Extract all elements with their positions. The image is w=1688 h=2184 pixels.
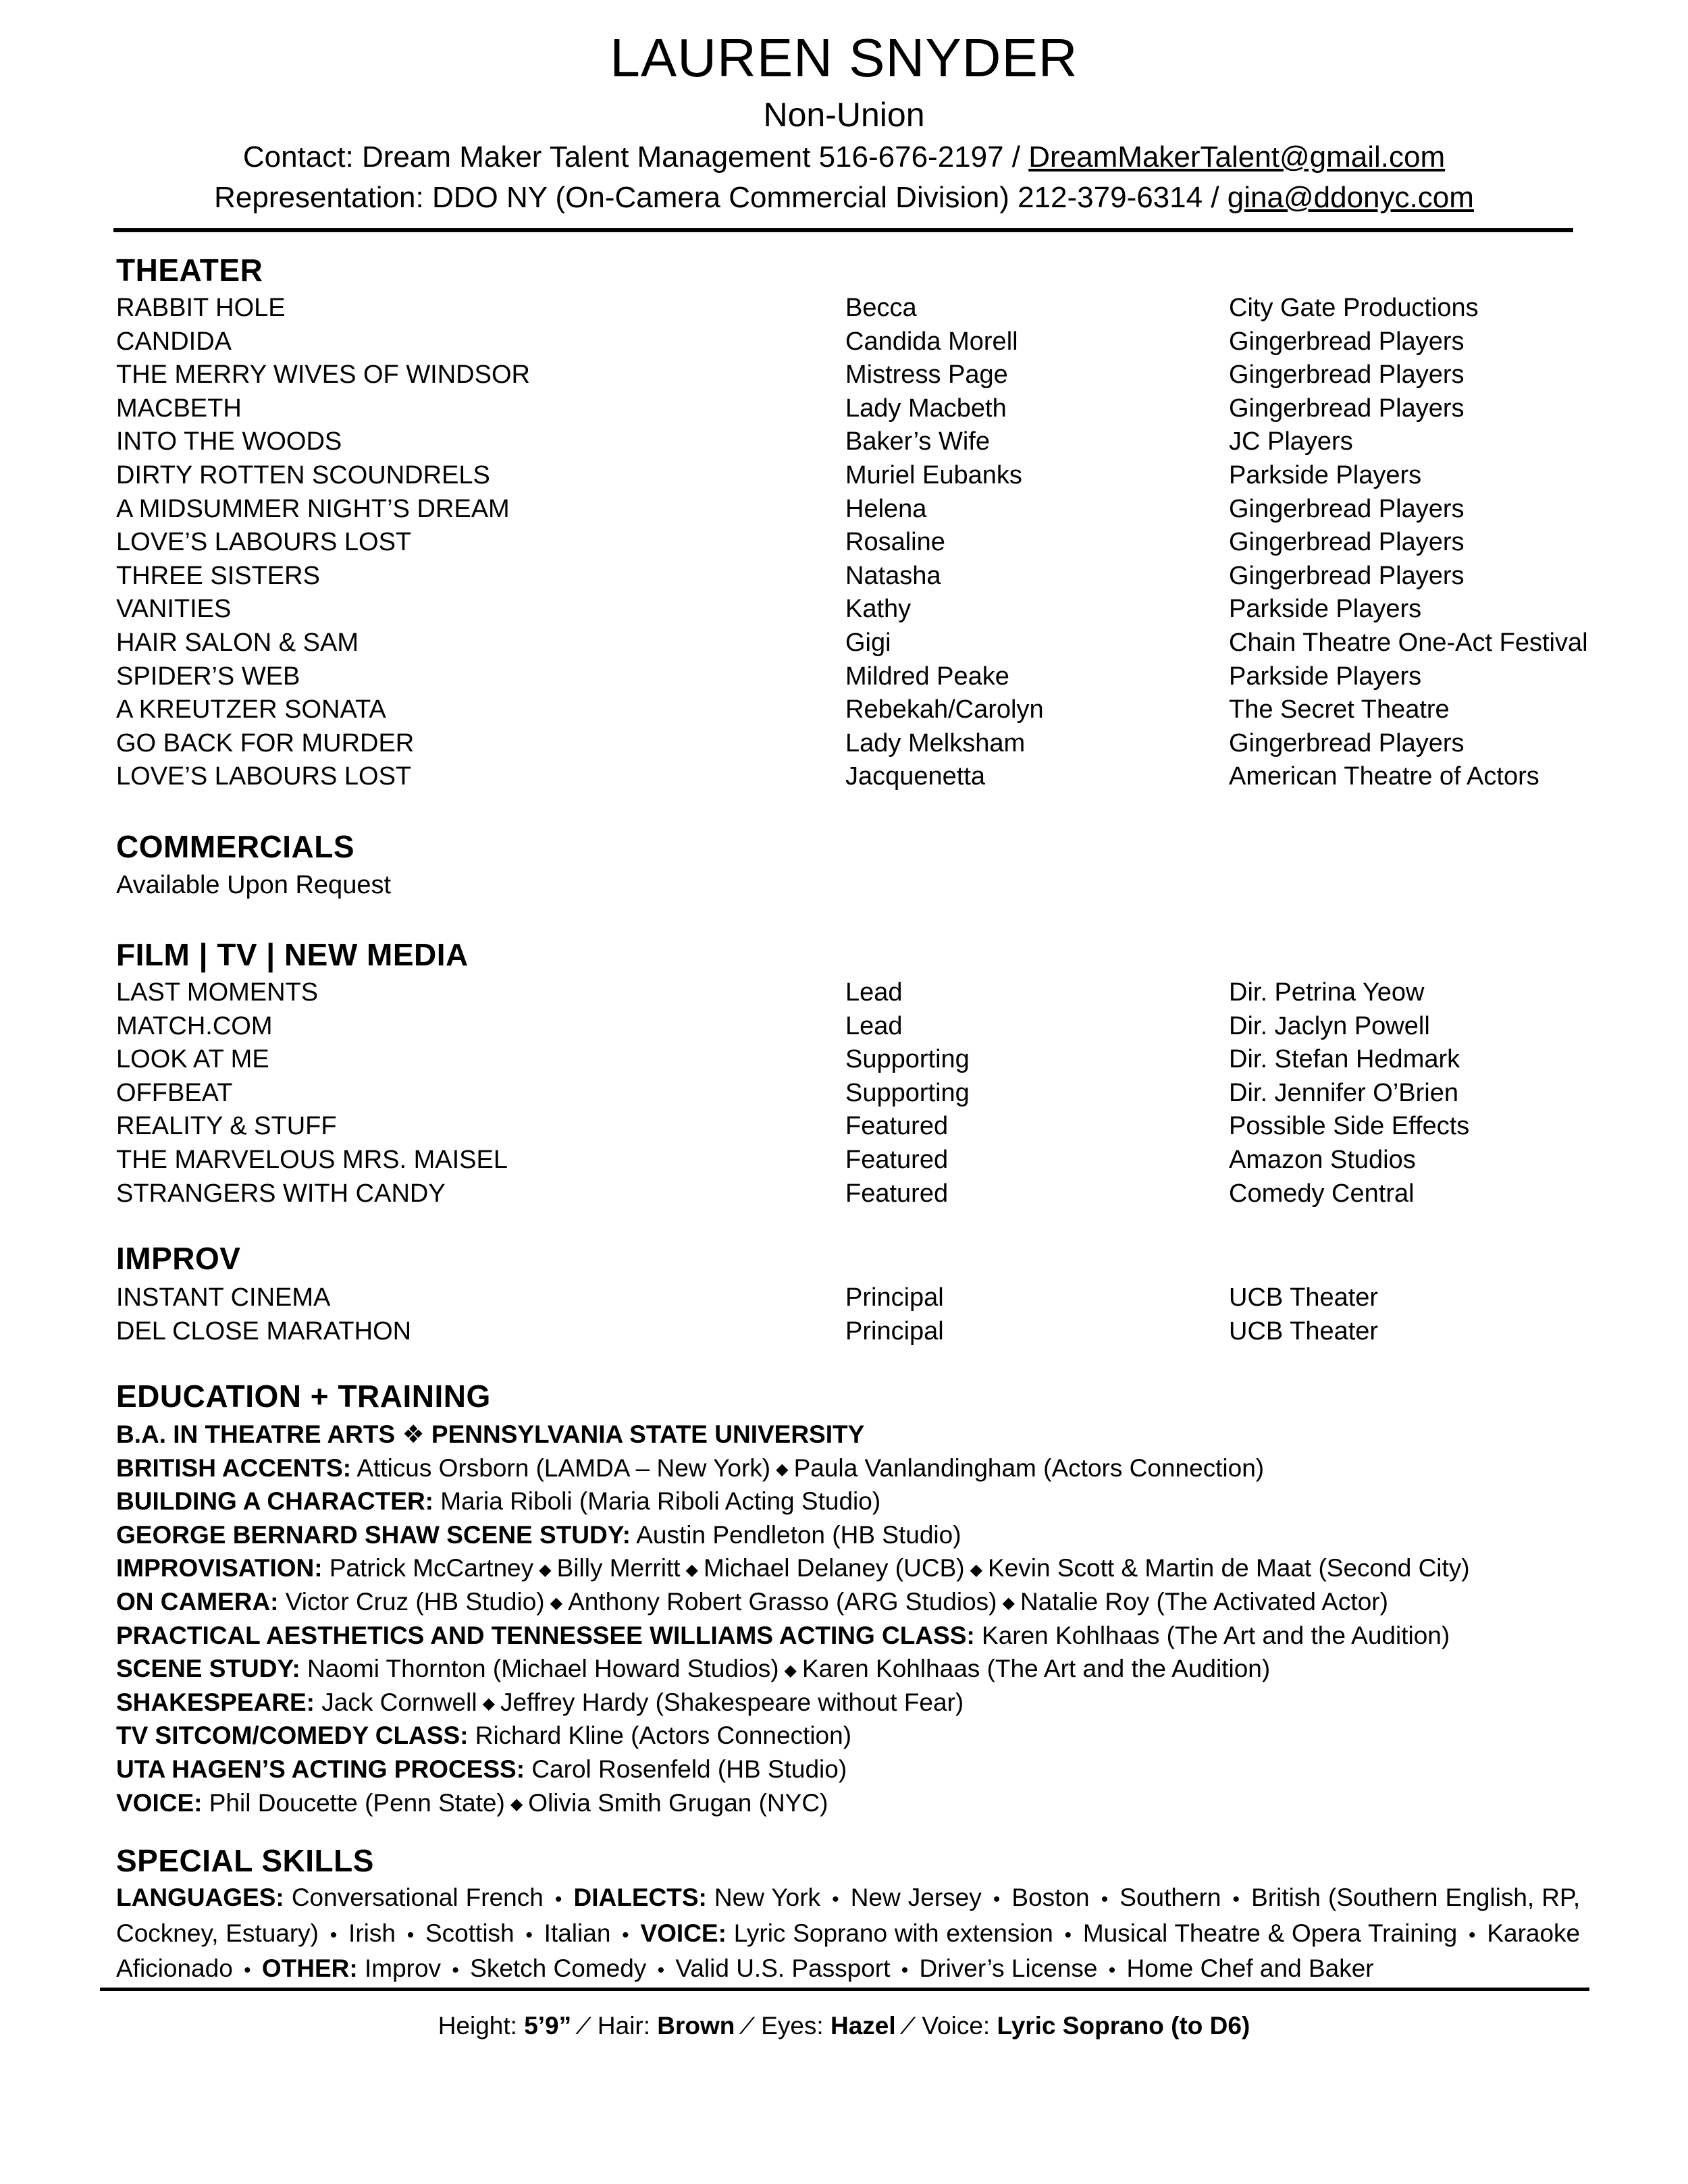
- stats-separator: ⁄: [906, 2012, 912, 2040]
- training-label: VOICE:: [116, 1788, 203, 1817]
- skill-item: New Jersey: [850, 1884, 982, 1911]
- training-label: IMPROVISATION:: [116, 1554, 323, 1582]
- credit-company: Parkside Players: [1229, 460, 1422, 489]
- credit-company: Gingerbread Players: [1229, 728, 1465, 757]
- bullet-separator-icon: •: [452, 1959, 459, 1982]
- bullet-separator-icon: •: [993, 1888, 1001, 1911]
- credit-row: [116, 593, 1575, 627]
- contact-text: Contact: Dream Maker Talent Management 516-676-2197 /: [242, 140, 1029, 174]
- diamond-separator-icon: ◆: [539, 1560, 552, 1579]
- training-teacher: Jack Cornwell: [321, 1688, 477, 1716]
- training-teacher: Anthony Robert Grasso (ARG Studios): [568, 1587, 997, 1616]
- training-teacher: Karen Kohlhaas (The Art and the Audition): [982, 1621, 1450, 1649]
- skill-item: Improv: [364, 1954, 442, 1983]
- credit-role: Mildred Peake: [845, 662, 1009, 691]
- credit-company: JC Players: [1229, 427, 1353, 456]
- credit-row: [116, 425, 1575, 459]
- bullet-separator-icon: •: [1101, 1888, 1109, 1911]
- bullet-separator-icon: •: [244, 1959, 251, 1982]
- credit-role: Becca: [845, 294, 917, 322]
- special-skills-text: [116, 1881, 1580, 1988]
- film-credits: [116, 976, 1575, 1210]
- credit-role: Muriel Eubanks: [845, 460, 1022, 489]
- credit-company: Dir. Jaclyn Powell: [1229, 1011, 1430, 1040]
- training-teacher: Paula Vanlandingham (Actors Connection): [793, 1454, 1265, 1482]
- credit-title: REALITY & STUFF: [116, 1112, 337, 1141]
- credit-role: Featured: [845, 1112, 949, 1141]
- training-teacher: Kevin Scott & Martin de Maat (Second City): [988, 1554, 1470, 1582]
- credit-title: THE MERRY WIVES OF WINDSOR: [116, 361, 530, 390]
- training-label: BRITISH ACCENTS:: [116, 1454, 352, 1482]
- credit-row: [116, 1281, 1575, 1315]
- credit-row: [116, 1043, 1575, 1077]
- credit-title: A KREUTZER SONATA: [116, 695, 386, 724]
- credit-role: Natasha: [845, 561, 941, 590]
- contact-email-link[interactable]: DreamMakerTalent@gmail.com: [1028, 140, 1446, 174]
- hair-value: Brown: [657, 2012, 735, 2040]
- credit-title: HAIR SALON & SAM: [116, 628, 359, 657]
- skill-item: Karaoke Aficionado: [116, 1919, 1581, 1983]
- credit-role: Jacquenetta: [845, 762, 986, 791]
- training-teacher: Natalie Roy (The Activated Actor): [1020, 1587, 1388, 1616]
- credit-company: Dir. Petrina Yeow: [1229, 978, 1425, 1007]
- training-line: [116, 1619, 1588, 1653]
- credit-row: [116, 292, 1575, 325]
- diamond-separator-icon: ◆: [1002, 1594, 1015, 1613]
- credit-row: [116, 727, 1575, 761]
- credit-role: Supporting: [845, 1045, 970, 1074]
- credit-title: VANITIES: [116, 595, 232, 624]
- training-label: UTA HAGEN’S ACTING PROCESS:: [116, 1755, 525, 1783]
- credit-row: [116, 325, 1575, 359]
- credit-row: [116, 358, 1575, 392]
- credit-row: [116, 1010, 1575, 1044]
- credit-row: [116, 760, 1575, 794]
- diamond-separator-icon: ◆: [970, 1560, 983, 1579]
- credit-role: Rebekah/Carolyn: [845, 695, 1044, 724]
- credit-title: DEL CLOSE MARATHON: [116, 1316, 412, 1346]
- representation-line: [0, 180, 1688, 216]
- training-label: SCENE STUDY:: [116, 1655, 300, 1683]
- credit-title: LOOK AT ME: [116, 1045, 269, 1074]
- credit-row: [116, 459, 1575, 493]
- credit-company: Parkside Players: [1229, 595, 1422, 624]
- training-teacher: Billy Merritt: [556, 1554, 681, 1582]
- credit-title: THE MARVELOUS MRS. MAISEL: [116, 1145, 508, 1174]
- height-value: 5’9”: [524, 2012, 572, 2040]
- improv-credits: [116, 1281, 1575, 1348]
- credit-title: CANDIDA: [116, 327, 232, 356]
- credit-row: [116, 1110, 1575, 1144]
- film-heading: FILM | TV | NEW MEDIA: [116, 937, 469, 972]
- skill-item: Italian: [544, 1919, 611, 1947]
- credit-company: The Secret Theatre: [1229, 695, 1450, 724]
- credit-company: Dir. Jennifer O’Brien: [1229, 1078, 1459, 1107]
- credit-company: Gingerbread Players: [1229, 394, 1465, 423]
- diamond-separator-icon: ◆: [482, 1695, 496, 1713]
- credit-role: Lady Melksham: [845, 728, 1026, 757]
- credit-role: Helena: [845, 494, 927, 523]
- credit-row: [116, 560, 1575, 593]
- bullet-separator-icon: •: [1232, 1888, 1240, 1911]
- training-teacher: Phil Doucette (Penn State): [209, 1788, 505, 1817]
- credit-row: [116, 1315, 1575, 1349]
- credit-role: Mistress Page: [845, 361, 1008, 390]
- theater-credits: [116, 292, 1588, 794]
- credit-role: Featured: [845, 1179, 949, 1208]
- bullet-separator-icon: •: [1064, 1923, 1072, 1946]
- credit-role: Supporting: [845, 1078, 970, 1107]
- training-teacher: Michael Delaney (UCB): [704, 1554, 965, 1582]
- training-label: PRACTICAL AESTHETICS AND TENNESSEE WILLIAMS ACTING CLASS:: [116, 1621, 975, 1649]
- stats-separator: ⁄: [582, 2012, 587, 2040]
- skill-item: Sketch Comedy: [470, 1954, 647, 1983]
- credit-row: [116, 693, 1575, 727]
- physical-stats: [0, 2009, 1688, 2043]
- voice-label: Voice:: [922, 2012, 991, 2040]
- credit-title: GO BACK FOR MURDER: [116, 728, 415, 757]
- credit-company: Gingerbread Players: [1229, 361, 1465, 390]
- credit-row: [116, 493, 1575, 527]
- improv-heading: IMPROV: [116, 1241, 241, 1276]
- training-line: [116, 1719, 1588, 1753]
- theater-heading: THEATER: [116, 252, 263, 288]
- bullet-separator-icon: •: [901, 1959, 909, 1982]
- commercials-heading: COMMERCIALS: [116, 829, 355, 864]
- contact-line: [0, 139, 1688, 176]
- credit-role: Principal: [845, 1283, 944, 1312]
- training-line: [116, 1753, 1588, 1786]
- diamond-separator-icon: ◆: [685, 1560, 698, 1579]
- credit-title: INSTANT CINEMA: [116, 1283, 331, 1312]
- credit-title: INTO THE WOODS: [116, 427, 342, 456]
- training-lines: [116, 1451, 1588, 1820]
- training-teacher: Maria Riboli (Maria Riboli Acting Studio): [440, 1487, 881, 1516]
- header-divider: [113, 228, 1573, 232]
- training-line: [116, 1686, 1588, 1720]
- credit-company: UCB Theater: [1229, 1316, 1379, 1346]
- diamond-separator-icon: ◆: [550, 1594, 563, 1613]
- credit-title: LOVE’S LABOURS LOST: [116, 528, 412, 557]
- skill-item: Driver’s License: [919, 1954, 1098, 1983]
- training-line: [116, 1585, 1588, 1619]
- union-status: Non-Union: [763, 96, 925, 134]
- credit-row: [116, 627, 1588, 660]
- bullet-separator-icon: •: [329, 1923, 338, 1946]
- skill-item: Lyric Soprano with extension: [733, 1919, 1053, 1947]
- credit-row: [116, 1077, 1575, 1111]
- skills-heading: SPECIAL SKILLS: [116, 1843, 374, 1878]
- credit-title: SPIDER’S WEB: [116, 662, 300, 691]
- training-teacher: Austin Pendleton (HB Studio): [636, 1520, 961, 1549]
- credit-title: MATCH.COM: [116, 1011, 273, 1040]
- training-label: SHAKESPEARE:: [116, 1688, 315, 1716]
- voice-value: Lyric Soprano (to D6): [997, 2012, 1250, 2040]
- credit-title: STRANGERS WITH CANDY: [116, 1179, 446, 1208]
- credit-company: Gingerbread Players: [1229, 327, 1465, 356]
- skills-label: LANGUAGES:: [116, 1884, 284, 1911]
- credit-company: UCB Theater: [1229, 1283, 1379, 1312]
- skills-label: VOICE:: [640, 1919, 727, 1947]
- credit-row: [116, 1144, 1575, 1177]
- credit-title: OFFBEAT: [116, 1078, 233, 1107]
- bullet-separator-icon: •: [406, 1923, 415, 1946]
- representation-text: Representation: DDO NY (On-Camera Commercial Division) 212-379-6314 /: [214, 181, 1228, 214]
- credit-company: Possible Side Effects: [1229, 1112, 1470, 1141]
- training-teacher: Carol Rosenfeld (HB Studio): [531, 1755, 847, 1783]
- training-teacher: Victor Cruz (HB Studio): [285, 1587, 545, 1616]
- credit-row: [116, 976, 1575, 1010]
- credit-title: DIRTY ROTTEN SCOUNDRELS: [116, 460, 490, 489]
- credit-title: LAST MOMENTS: [116, 978, 319, 1007]
- skill-item: New York: [714, 1884, 821, 1911]
- credit-role: Candida Morell: [845, 327, 1018, 356]
- skill-item: Irish: [348, 1919, 396, 1947]
- credit-role: Principal: [845, 1316, 944, 1346]
- training-teacher: Atticus Orsborn (LAMDA – New York): [357, 1454, 771, 1482]
- footer-divider: [100, 1988, 1589, 1991]
- credit-title: RABBIT HOLE: [116, 294, 286, 322]
- diamond-separator-icon: ◆: [510, 1794, 523, 1813]
- training-teacher: Olivia Smith Grugan (NYC): [528, 1788, 828, 1817]
- credit-row: [116, 1177, 1575, 1211]
- credit-company: American Theatre of Actors: [1229, 762, 1539, 791]
- training-teacher: Patrick McCartney: [329, 1554, 534, 1582]
- credit-row: [116, 526, 1575, 560]
- credit-role: Kathy: [845, 595, 912, 624]
- training-line: [116, 1786, 1588, 1820]
- credit-title: LOVE’S LABOURS LOST: [116, 762, 412, 791]
- actor-name: LAUREN SNYDER: [610, 28, 1078, 88]
- training-line: [116, 1518, 1588, 1552]
- credit-title: THREE SISTERS: [116, 561, 320, 590]
- bullet-separator-icon: •: [657, 1959, 665, 1982]
- degree-line: B.A. IN THEATRE ARTS ❖ PENNSYLVANIA STATE UNIVERSITY: [116, 1420, 865, 1448]
- bullet-separator-icon: •: [622, 1923, 629, 1946]
- education-list: [116, 1418, 1588, 1819]
- diamond-separator-icon: ◆: [776, 1460, 789, 1479]
- credit-company: Dir. Stefan Hedmark: [1229, 1045, 1460, 1074]
- credit-company: Amazon Studios: [1229, 1145, 1416, 1174]
- diamond-separator-icon: ◆: [784, 1661, 797, 1680]
- credit-role: Lead: [845, 1011, 903, 1040]
- stats-separator: ⁄: [745, 2012, 750, 2040]
- training-line: [116, 1551, 1588, 1585]
- hair-label: Hair:: [597, 2012, 651, 2040]
- credit-company: City Gate Productions: [1229, 294, 1479, 322]
- training-label: GEORGE BERNARD SHAW SCENE STUDY:: [116, 1520, 631, 1549]
- representation-email-link[interactable]: gina@ddonyc.com: [1227, 181, 1474, 214]
- credit-company: Gingerbread Players: [1229, 528, 1465, 557]
- commercials-text: Available Upon Request: [116, 871, 392, 899]
- credit-role: Lead: [845, 978, 903, 1007]
- eyes-value: Hazel: [830, 2012, 896, 2040]
- skill-item: Musical Theatre & Opera Training: [1082, 1919, 1458, 1947]
- skill-item: Valid U.S. Passport: [675, 1954, 891, 1983]
- skills-label: OTHER:: [261, 1954, 358, 1983]
- skill-item: Southern: [1119, 1884, 1221, 1911]
- height-label: Height:: [438, 2012, 517, 2040]
- skill-item: Home Chef and Baker: [1126, 1954, 1374, 1983]
- bullet-separator-icon: •: [832, 1888, 839, 1911]
- bullet-separator-icon: •: [1469, 1923, 1476, 1946]
- bullet-separator-icon: •: [554, 1888, 562, 1911]
- credit-role: Lady Macbeth: [845, 394, 1007, 423]
- training-teacher: Jeffrey Hardy (Shakespeare without Fear): [500, 1688, 964, 1716]
- education-heading: EDUCATION + TRAINING: [116, 1379, 491, 1414]
- credit-company: Chain Theatre One-Act Festival: [1229, 628, 1588, 657]
- credit-title: MACBETH: [116, 394, 242, 423]
- skills-label: DIALECTS:: [573, 1884, 707, 1911]
- credit-row: [116, 660, 1575, 694]
- training-teacher: Karen Kohlhaas (The Art and the Audition): [802, 1655, 1271, 1683]
- credit-role: Gigi: [845, 628, 891, 657]
- credit-company: Gingerbread Players: [1229, 494, 1465, 523]
- training-teacher: Richard Kline (Actors Connection): [475, 1722, 852, 1750]
- credit-row: [116, 392, 1575, 426]
- training-label: TV SITCOM/COMEDY CLASS:: [116, 1722, 469, 1750]
- skill-item: Conversational French: [291, 1884, 544, 1911]
- training-label: ON CAMERA:: [116, 1587, 279, 1616]
- credit-role: Featured: [845, 1145, 949, 1174]
- credit-title: A MIDSUMMER NIGHT’S DREAM: [116, 494, 510, 523]
- credit-company: Gingerbread Players: [1229, 561, 1465, 590]
- training-teacher: Naomi Thornton (Michael Howard Studios): [307, 1655, 779, 1683]
- skill-item: Scottish: [425, 1919, 515, 1947]
- credit-role: Rosaline: [845, 528, 945, 557]
- bullet-separator-icon: •: [525, 1923, 533, 1946]
- training-line: [116, 1451, 1588, 1485]
- bullet-separator-icon: •: [1108, 1959, 1116, 1982]
- credit-company: Parkside Players: [1229, 662, 1422, 691]
- skill-item: British (Southern English, RP, Cockney, Estuary): [116, 1884, 1581, 1947]
- training-line: [116, 1485, 1588, 1518]
- eyes-label: Eyes:: [761, 2012, 824, 2040]
- skill-item: Boston: [1011, 1884, 1090, 1911]
- credit-role: Baker’s Wife: [845, 427, 990, 456]
- training-line: [116, 1652, 1588, 1686]
- training-label: BUILDING A CHARACTER:: [116, 1487, 433, 1516]
- credit-company: Comedy Central: [1229, 1179, 1415, 1208]
